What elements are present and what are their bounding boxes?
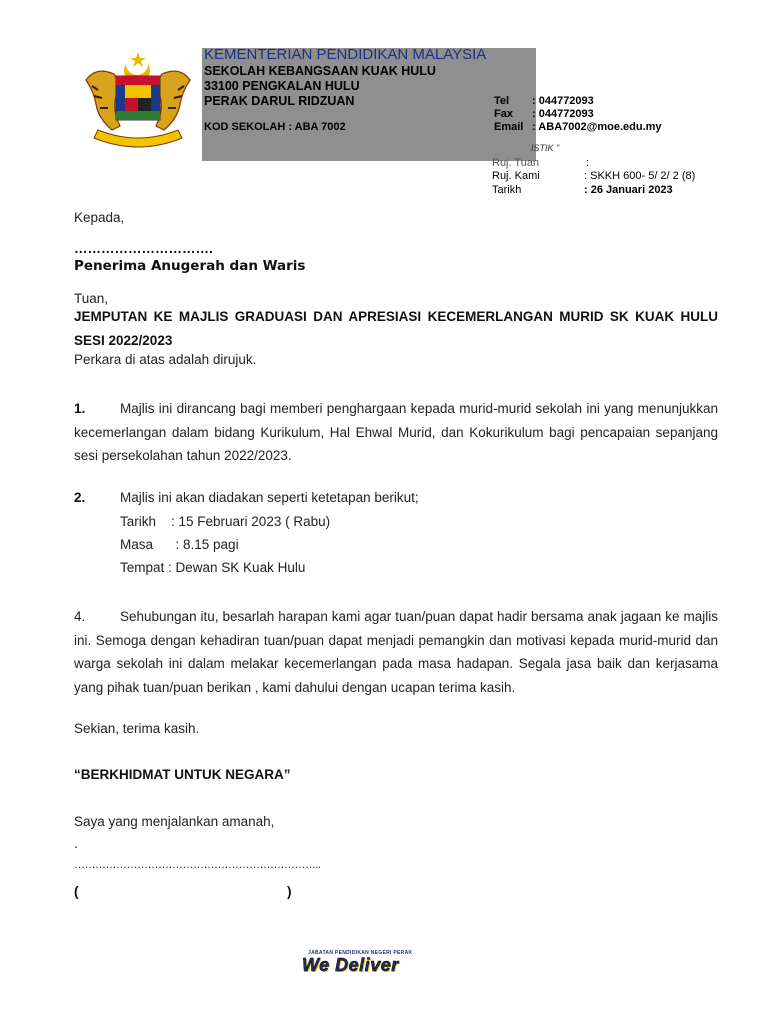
email-row <box>494 121 662 133</box>
address-line-1: 33100 PENGKALAN HULU <box>204 79 360 93</box>
event-date: Tarikh : 15 Februari 2023 ( Rabu) <box>120 514 331 529</box>
ruj-tuan-label: Ruj. Tuan <box>492 157 540 169</box>
event-venue: Tempat : Dewan SK Kuak Hulu <box>120 560 306 575</box>
logo-tagline: JABATAN PENDIDIKAN NEGERI PERAK <box>308 950 413 956</box>
address-line-2: PERAK DARUL RIDZUAN <box>204 94 355 108</box>
tel-row <box>494 95 594 107</box>
ministry-name: KEMENTERIAN PENDIDIKAN MALAYSIA <box>204 46 487 63</box>
kepada-label: Kepada, <box>74 210 125 225</box>
fax-row <box>494 108 594 120</box>
signoff-line: Saya yang menjalankan amanah, <box>74 814 275 829</box>
motto-partial: ISTIK " <box>531 143 560 153</box>
tel-label: Tel <box>494 95 510 107</box>
email-label: Email <box>494 121 524 133</box>
paragraph-4-number: 4. <box>74 609 86 624</box>
ruj-kami-value: : SKKH 600- 5/ 2/ 2 (8) <box>584 170 696 182</box>
intro-line: Perkara di atas adalah dirujuk. <box>74 352 257 367</box>
paragraph-2-number: 2. <box>74 490 86 505</box>
signature-line: …………………………………………………………….. <box>74 859 321 871</box>
salutation: Tuan, <box>74 291 109 306</box>
paragraph-1 <box>74 397 718 468</box>
malaysia-coat-of-arms-icon <box>78 50 198 150</box>
tarikh-value: : 26 Januari 2023 <box>584 184 673 196</box>
signature-close-paren: ) <box>287 884 292 899</box>
closing-line: Sekian, terima kasih. <box>74 721 200 736</box>
we-deliver-logo <box>302 950 486 976</box>
paragraph-2-intro: Majlis ini akan diadakan seperti ketetapan berikut; <box>120 490 419 505</box>
paragraph-1-number: 1. <box>74 401 86 416</box>
motto-line: “BERKHIDMAT UNTUK NEGARA” <box>74 767 291 782</box>
paragraph-1-text: Majlis ini dirancang bagi memberi penghargaan kepada murid-murid sekolah ini yang menunjukkan kecemerlangan dalam bidang Kurikulum, Hal Ehwal Murid, dan Kokurikulum bagi pencapaian sepanjang sesi persekolahan tahun 2022/2023. <box>74 401 718 463</box>
subject-heading: JEMPUTAN KE MAJLIS GRADUASI DAN APRESIASI KECEMERLANGAN MURID SK KUAK HULU SESI 2022/2023 <box>74 309 718 348</box>
tarikh-label: Tarikh <box>492 184 522 196</box>
signature-open-paren: ( <box>74 884 79 899</box>
recipient-dots: …………………………. <box>74 241 213 256</box>
ruj-kami-label: Ruj. Kami <box>492 170 540 182</box>
email-value: : ABA7002@moe.edu.my <box>532 121 662 133</box>
signature-dot: . <box>74 836 78 851</box>
ruj-tuan-value: : <box>586 157 590 169</box>
school-name: SEKOLAH KEBANGSAAN KUAK HULU <box>204 64 436 78</box>
fax-value: : 044772093 <box>532 108 594 120</box>
school-code: KOD SEKOLAH : ABA 7002 <box>204 121 346 133</box>
paragraph-4 <box>74 605 718 699</box>
paragraph-4-text: Sehubungan itu, besarlah harapan kami agar tuan/puan dapat hadir bersama anak jagaan ke majlis ini. Semoga dengan kehadiran tuan/puan dapat menjadi pemangkin dan motivasi kepada murid-murid dan warga sekolah ini dalam melakar kecemerlangan pada masa hadapan. Segala jasa baik dan kerjasama yang pihak tuan/puan berikan , kami dahului dengan ucapan terima kasih. <box>74 609 718 695</box>
logo-brand: We Deliver <box>302 955 399 975</box>
tel-value: : 044772093 <box>532 95 594 107</box>
event-time: Masa : 8.15 pagi <box>120 537 239 552</box>
recipient-name: Penerima Anugerah dan Waris <box>74 258 306 274</box>
fax-label: Fax <box>494 108 513 120</box>
